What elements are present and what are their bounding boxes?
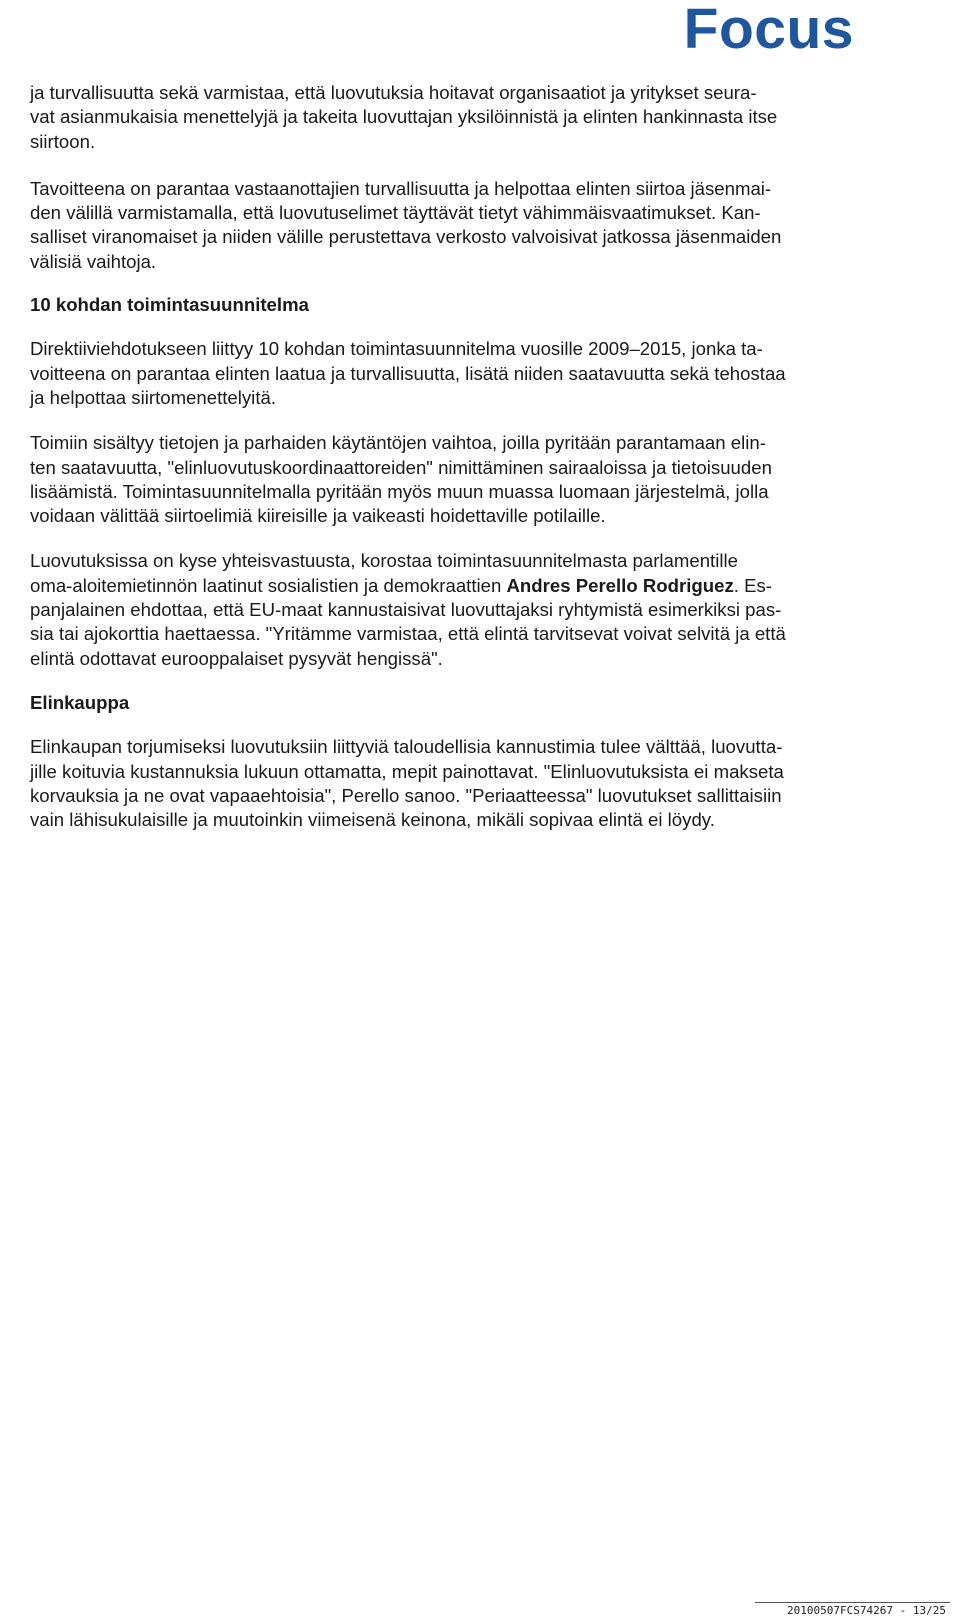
page-title: Focus: [683, 0, 854, 61]
paragraph-goal: Tavoitteena on parantaa vastaanottajien turvallisuutta ja helpottaa elinten siirtoa jäsenmai- den välillä varmistamalla, että luovutuselimet täyttävät tietyt vähimmäisvaatimukset. Kan- salliset viranomaiset ja niiden välille perustettava verkosto valvoisivat jatkossa jäsenmaiden välisiä vaihtoja.: [30, 177, 782, 272]
section-heading-organ-trade: Elinkauppa: [30, 691, 130, 713]
paragraph-measures: Toimiin sisältyy tietojen ja parhaiden käytäntöjen vaihtoa, joilla pyritään parantamaan elin- ten saatavuutta, "elinluovutuskoordinaattoreiden" nimittäminen sairaaloissa ja tietoisuuden lisäämistä. Toimintasuunnitelmalla pyritään myös muun muassa luomaan järjestelmä, jolla voidaan välittää siirtoelimiä kiireisille ja vaikeasti hoidettaville potilaille.: [30, 432, 772, 527]
footer-divider: [755, 1602, 950, 1603]
footer-document-reference: 20100507FCS74267 - 13/25: [787, 1604, 946, 1617]
section-heading-action-plan: 10 kohdan toimintasuunnitelma: [30, 294, 309, 316]
paragraph-intro-continuation: ja turvallisuutta sekä varmistaa, että luovutuksia hoitavat organisaatiot ja yritykset seura- vat asianmukaisia menettelyjä ja takeita luovuttajan yksilöinnistä ja elinten hankinnasta itse siirtoon.: [30, 82, 778, 152]
rapporteur-name: Andres Perello Rodriguez: [506, 574, 734, 596]
paragraph-organ-trade: Elinkaupan torjumiseksi luovutuksiin liittyviä taloudellisia kannustimia tulee välttää, luovutta- jille koituvia kustannuksia lukuun ottamatta, mepit painottavat. "Elinluovutuksista ei makseta korvauksia ja ne ovat vapaaehtoisia", Perello sanoo. "Periaatteessa" luovutukset sallittaisiin vain lähisukulaisille ja muutoinkin viimeisenä keinona, mikäli sopivaa elintä ei löydy.: [30, 736, 784, 831]
paragraph-action-plan: Direktiiviehdotukseen liittyy 10 kohdan toimintasuunnitelma vuosille 2009–2015, jonka ta- voitteena on parantaa elinten laatua ja turvallisuutta, lisätä niiden saatavuutta sekä tehostaa ja helpottaa siirtomenettelyitä.: [30, 338, 786, 408]
article-body: [30, 81, 932, 832]
paragraph-solidarity: [30, 549, 932, 670]
paragraph-solidarity-text-b: . Es- panjalainen ehdottaa, että EU-maat kannustaisivat luovuttajaksi ryhtymistä esimerkiksi pas- sia tai ajokorttia haettaessa. "Yritämme varmistaa, että elintä tarvitsevat voivat selvitä ja että elintä odottavat eurooppalaiset pysyvät hengissä".: [30, 574, 786, 669]
paragraph-solidarity-text-a: Luovutuksissa on kyse yhteisvastuusta, korostaa toimintasuunnitelmasta parlamentille oma-aloitemietinnön laatinut sosialistien ja demokraattien: [30, 550, 738, 596]
